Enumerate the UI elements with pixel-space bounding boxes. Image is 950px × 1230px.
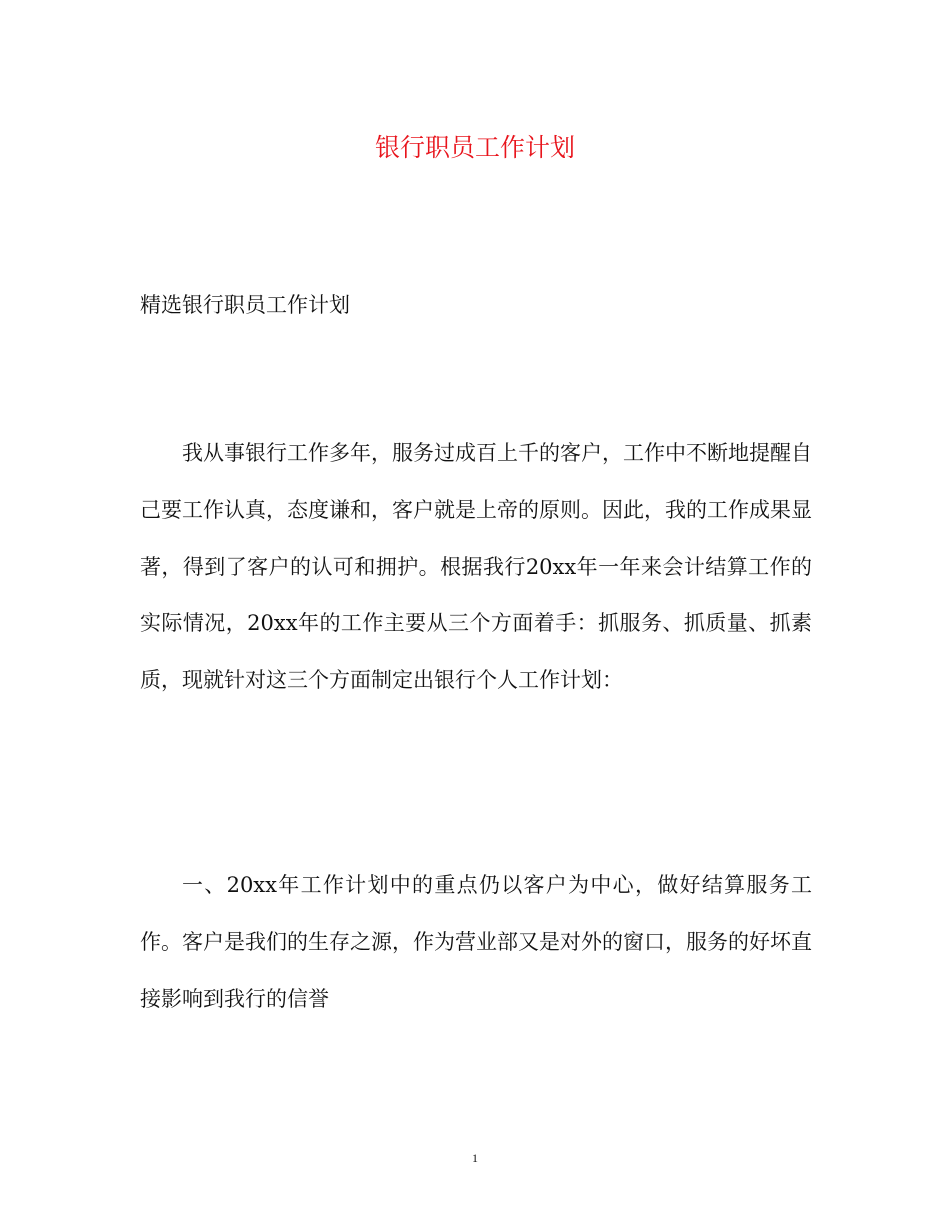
document-title: 银行职员工作计划	[374, 133, 575, 162]
page-number: 1	[472, 1151, 478, 1165]
document-subtitle: 精选银行职员工作计划	[140, 293, 350, 317]
body-paragraph-1: 我从事银行工作多年，服务过成百上千的客户，工作中不断地提醒自己要工作认真，态度谦和，客户就是上帝的原则。因此，我的工作成果显著，得到了客户的认可和拥护。根据我行20xx年一年来会计结算工作的实际情况，20xx年的工作主要从三个方面着手：抓服务、抓质量、抓素质，现就针对这三个方面制定出银行个人工作计划：	[140, 441, 812, 693]
body-paragraph-2: 一、20xx年工作计划中的重点仍以客户为中心，做好结算服务工作。客户是我们的生存之源，作为营业部又是对外的窗口，服务的好坏直接影响到我行的信誉	[140, 873, 812, 1011]
